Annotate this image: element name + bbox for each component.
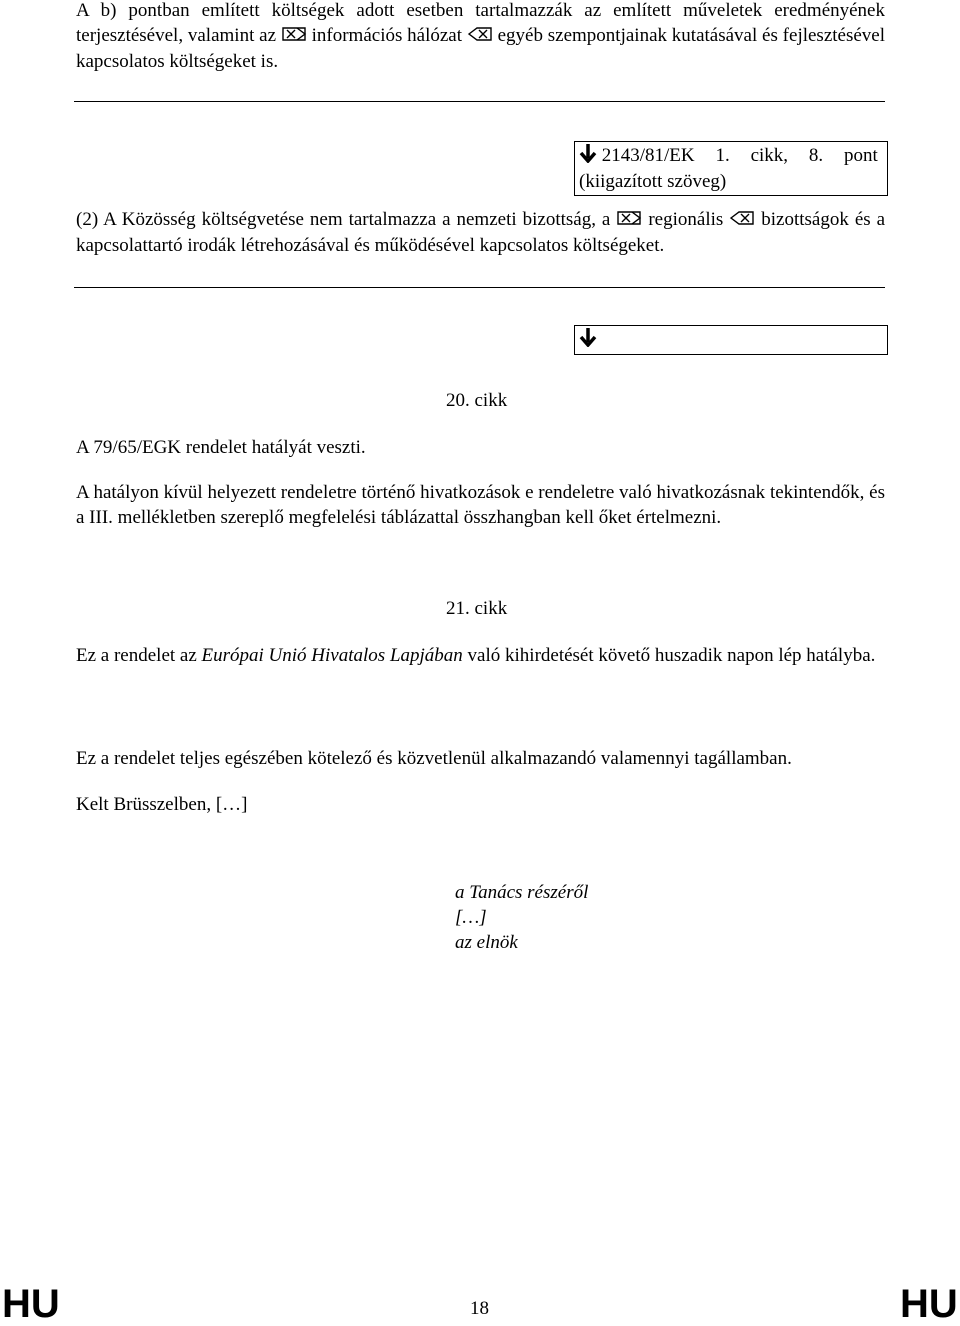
paragraph-2-text-2: regionális <box>648 209 724 230</box>
signature-line-3: az elnök <box>455 932 518 953</box>
article-21-text-after: való kihirdetését követő huszadik napon lép hatályba. <box>462 645 876 666</box>
article-20-text-1 <box>76 435 885 460</box>
article-21-heading <box>446 597 507 621</box>
separator-line <box>74 101 885 102</box>
delete-end-icon <box>467 24 493 49</box>
delete-end-icon <box>729 208 755 233</box>
language-code-right: HU <box>900 1282 958 1326</box>
reference-line-2: (kiigazított szöveg) <box>579 171 727 192</box>
official-journal-title: Európai Unió Hivatalos Lapjában <box>201 645 463 666</box>
signature-line-2: […] <box>455 907 487 928</box>
place-and-date-text: Kelt Brüsszelben, […] <box>76 794 248 815</box>
reference-line-1: 2143/81/EK 1. cikk, 8. pont <box>601 144 878 166</box>
paragraph-2 <box>76 207 885 258</box>
paragraph-costs-text-3: egyéb szempontjainak kutatásával és fejlesztésével kapcsolatos költségeket is. <box>76 25 886 73</box>
paragraph-costs <box>76 0 885 74</box>
article-20-heading-text: 20. cikk <box>446 390 508 411</box>
article-21-heading-text: 21. cikk <box>446 598 508 619</box>
paragraph-2-text-3: bizottságok és a kapcsolattartó irodák létrehozásával és működésével kapcsolatos költségeket. <box>76 209 886 257</box>
language-code-left: HU <box>2 1282 60 1326</box>
article-20-reference-text: A hatályon kívül helyezett rendeletre történő hivatkozások e rendeletre való hivatkozásnak tekintendők, és a III. mellékletben szereplő megfelelési táblázattal összhangban kell őket értelmezni. <box>76 482 885 528</box>
page-number: 18 <box>470 1298 489 1319</box>
amendment-reference-box <box>574 141 888 196</box>
place-and-date <box>76 792 885 817</box>
down-arrow-icon <box>579 143 597 170</box>
delete-start-icon <box>281 24 307 49</box>
article-21-text <box>76 643 885 668</box>
binding-clause <box>76 746 885 771</box>
signature-line-1: a Tanács részéről <box>455 882 589 903</box>
article-21-text-before: Ez a rendelet az <box>76 645 202 666</box>
paragraph-2-text-1: (2) A Közösség költségvetése nem tartalmazza a nemzeti bizottság, a <box>76 209 611 230</box>
separator-line <box>74 287 885 288</box>
delete-start-icon <box>616 208 642 233</box>
article-20-text-2 <box>76 480 885 530</box>
signature-block <box>455 880 588 955</box>
amendment-reference-box-empty <box>574 325 888 355</box>
paragraph-costs-text-1: A b) pontban említett költségek adott esetben tartalmazzák az említett műveletek eredményének terjesztésével, valamint az <box>76 0 885 46</box>
binding-clause-text: Ez a rendelet teljes egészében kötelező és közvetlenül alkalmazandó valamennyi tagállamban. <box>76 748 792 769</box>
article-20-repeal-text: A 79/65/EGK rendelet hatályát veszti. <box>76 437 366 458</box>
paragraph-costs-text-2: információs hálózat <box>311 25 463 46</box>
down-arrow-icon <box>579 327 597 354</box>
article-20-heading <box>446 389 507 413</box>
